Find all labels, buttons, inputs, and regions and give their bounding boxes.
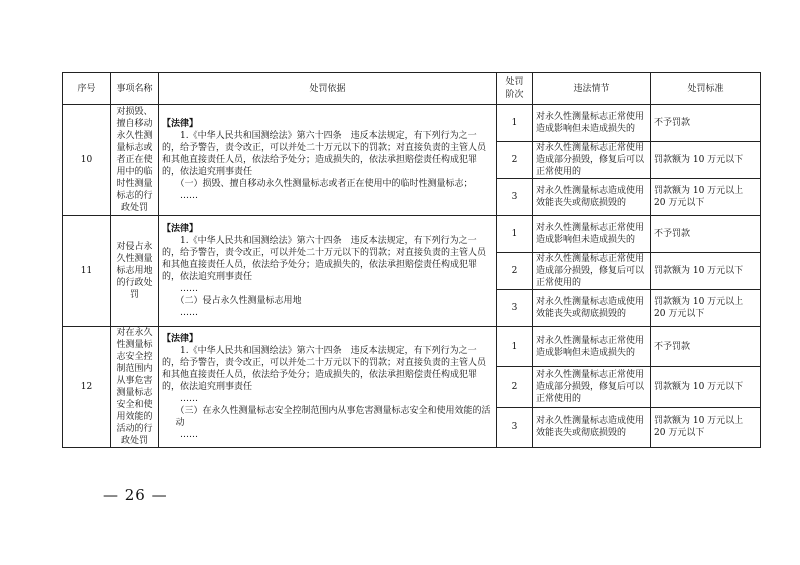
- stage-number: 3: [497, 407, 533, 447]
- violation-situation: 对永久性测量标志正常使用造成部分损毁，修复后可以正常使用的: [533, 142, 651, 179]
- violation-situation: 对永久性测量标志正常使用造成影响但未造成损失的: [533, 105, 651, 142]
- violation-situation: 对永久性测量标志造成使用效能丧失或彻底损毁的: [533, 179, 651, 216]
- stage-number: 3: [497, 290, 533, 327]
- law-item: （三）在永久性测量标志安全控制范围内从事危害测量标志安全和使用效能的活动: [175, 406, 491, 428]
- ellipsis: ……: [180, 394, 198, 404]
- header-row: [63, 73, 761, 105]
- stage-number: 1: [497, 105, 533, 142]
- item-name: 对侵占永久性测量标志用地的行政处罚: [111, 216, 159, 327]
- header-no: 序号: [63, 73, 111, 105]
- violation-situation: 对永久性测量标志正常使用造成影响但未造成损失的: [533, 216, 651, 253]
- row-no: 10: [63, 105, 111, 216]
- penalty-standard: 不予罚款: [651, 327, 761, 367]
- penalty-basis: [159, 216, 497, 327]
- ellipsis: ……: [180, 191, 198, 201]
- stage-number: 2: [497, 142, 533, 179]
- item-name: 对损毁、擅自移动永久性测量标志或者正在使用中的临时性测量标志的行政处罚: [111, 105, 159, 216]
- row-no: 12: [63, 327, 111, 448]
- header-stage: 处罚 阶次: [497, 73, 533, 105]
- penalty-basis: [159, 105, 497, 216]
- stage-number: 1: [497, 216, 533, 253]
- page-number: — 26 —: [103, 486, 168, 504]
- stage-number: 2: [497, 367, 533, 407]
- penalty-basis: [159, 327, 497, 448]
- ellipsis: ……: [180, 308, 198, 318]
- stage-number: 1: [497, 327, 533, 367]
- header-name: 事项名称: [111, 73, 159, 105]
- penalty-standard: 罚款额为 10 万元以上 20 万元以下: [651, 407, 761, 447]
- law-text: 1.《中华人民共和国测绘法》第六十四条 违反本法规定，有下列行为之一的，给予警告，责令改正，可以并处二十万元以下的罚款；对直接负责的主管人员和其他直接责任人员，依法给予处分；造成损失的，依法承担赔偿责任构成犯罪的，依法追究刑事责任: [162, 236, 487, 282]
- law-text: 1.《中华人民共和国测绘法》第六十四条 违反本法规定，有下列行为之一的，给予警告，责令改正，可以并处二十万元以下的罚款；对直接负责的主管人员和其他直接责任人员，依法给予处分；造成损失的，依法承担赔偿责任构成犯罪的，依法追究刑事责任: [162, 131, 487, 177]
- penalty-standard: 罚款额为 10 万元以下: [651, 142, 761, 179]
- penalty-standard: 不予罚款: [651, 105, 761, 142]
- law-header: 【法律】: [162, 224, 199, 234]
- violation-situation: 对永久性测量标志正常使用造成部分损毁，修复后可以正常使用的: [533, 253, 651, 290]
- item-name: 对在永久性测量标志安全控制范围内从事危害测量标志安全和使用效能的活动的行政处罚: [111, 327, 159, 448]
- stage-number: 3: [497, 179, 533, 216]
- row-no: 11: [63, 216, 111, 327]
- penalty-standard: 罚款额为 10 万元以下: [651, 253, 761, 290]
- penalty-standard: 罚款额为 10 万元以下: [651, 367, 761, 407]
- table-row: [63, 216, 761, 253]
- penalty-standard: 罚款额为 10 万元以上 20 万元以下: [651, 179, 761, 216]
- header-basis: 处罚依据: [159, 73, 497, 105]
- ellipsis: ……: [180, 430, 198, 440]
- violation-situation: 对永久性测量标志正常使用造成影响但未造成损失的: [533, 327, 651, 367]
- penalty-standard: 不予罚款: [651, 216, 761, 253]
- law-header: 【法律】: [162, 119, 199, 129]
- violation-situation: 对永久性测量标志正常使用造成部分损毁，修复后可以正常使用的: [533, 367, 651, 407]
- header-situation: 违法情节: [533, 73, 651, 105]
- table-row: [63, 105, 761, 142]
- violation-situation: 对永久性测量标志造成使用效能丧失或彻底损毁的: [533, 407, 651, 447]
- header-standard: 处罚标准: [651, 73, 761, 105]
- violation-situation: 对永久性测量标志造成使用效能丧失或彻底损毁的: [533, 290, 651, 327]
- stage-number: 2: [497, 253, 533, 290]
- law-item: （一）损毁、擅自移动永久性测量标志或者正在使用中的临时性测量标志；: [175, 179, 473, 189]
- penalty-standard: 罚款额为 10 万元以上 20 万元以下: [651, 290, 761, 327]
- penalty-table: [62, 72, 761, 448]
- law-text: 1.《中华人民共和国测绘法》第六十四条 违反本法规定，有下列行为之一的，给予警告，责令改正，可以并处二十万元以下的罚款；对直接负责的主管人员和其他直接责任人员，依法给予处分；造成损失的，依法承担赔偿责任构成犯罪的，依法追究刑事责任: [162, 346, 487, 392]
- table-row: [63, 327, 761, 367]
- ellipsis: ……: [180, 284, 198, 294]
- law-header: 【法律】: [162, 334, 199, 344]
- law-item: （二）侵占永久性测量标志用地: [175, 296, 302, 306]
